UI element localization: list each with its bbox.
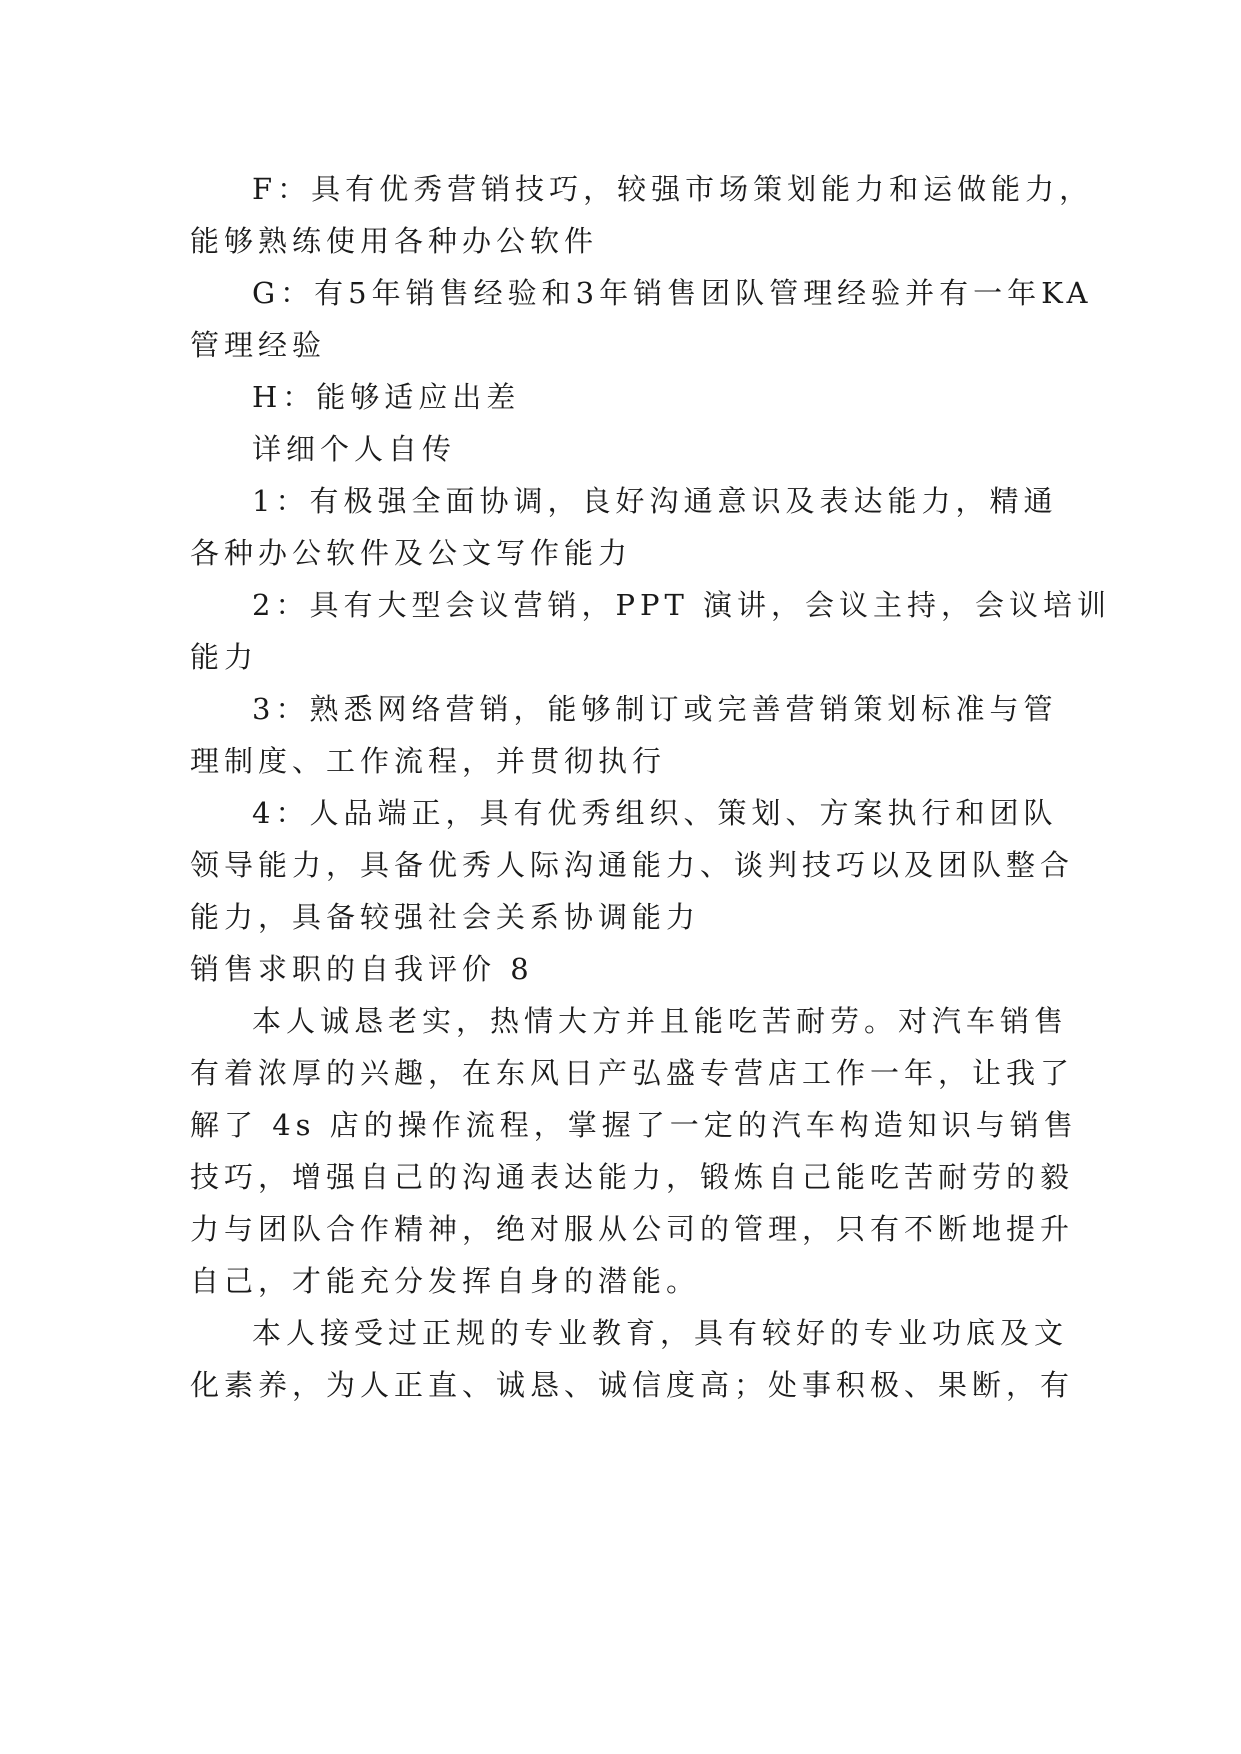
text-line: 技巧，增强自己的沟通表达能力，锻炼自己能吃苦耐劳的毅: [190, 1160, 1075, 1194]
text-line: 领导能力，具备优秀人际沟通能力、谈判技巧以及团队整合: [190, 848, 1075, 882]
text-line: 能力，具备较强社会关系协调能力: [190, 900, 701, 934]
text-line: 自己，才能充分发挥自身的潜能。: [190, 1264, 701, 1298]
text-line: 本人接受过正规的专业教育，具有较好的专业功底及文: [252, 1316, 1069, 1350]
text-line: 1：有极强全面协调，良好沟通意识及表达能力，精通: [252, 484, 1058, 518]
text-line: 理制度、工作流程，并贯彻执行: [190, 744, 667, 778]
text-line: G：有5年销售经验和3年销售团队管理经验并有一年KA: [252, 276, 1093, 310]
section-title: 销售求职的自我评价 8: [190, 952, 534, 986]
section-heading: 详细个人自传: [252, 432, 457, 466]
text-line: 各种办公软件及公文写作能力: [190, 536, 633, 570]
text-line: 有着浓厚的兴趣，在东风日产弘盛专营店工作一年，让我了: [190, 1056, 1075, 1090]
text-line: 4：人品端正，具有优秀组织、策划、方案执行和团队: [252, 796, 1058, 830]
text-line: 力与团队合作精神，绝对服从公司的管理，只有不断地提升: [190, 1212, 1075, 1246]
text-line: 3：熟悉网络营销，能够制订或完善营销策划标准与管: [252, 692, 1058, 726]
text-line: F：具有优秀营销技巧，较强市场策划能力和运做能力，: [252, 172, 1094, 206]
text-line: 解了 4s 店的操作流程，掌握了一定的汽车构造知识与销售: [190, 1108, 1078, 1142]
text-line: 能力: [190, 640, 259, 674]
text-line: 能够熟练使用各种办公软件: [190, 224, 599, 258]
text-line: 本人诚恳老实，热情大方并且能吃苦耐劳。对汽车销售: [252, 1004, 1069, 1038]
text-line: H：能够适应出差: [252, 380, 521, 414]
text-line: 管理经验: [190, 328, 327, 362]
text-line: 化素养，为人正直、诚恳、诚信度高；处事积极、果断，有: [190, 1368, 1075, 1402]
text-line: 2：具有大型会议营销，PPT 演讲，会议主持，会议培训: [252, 588, 1112, 622]
